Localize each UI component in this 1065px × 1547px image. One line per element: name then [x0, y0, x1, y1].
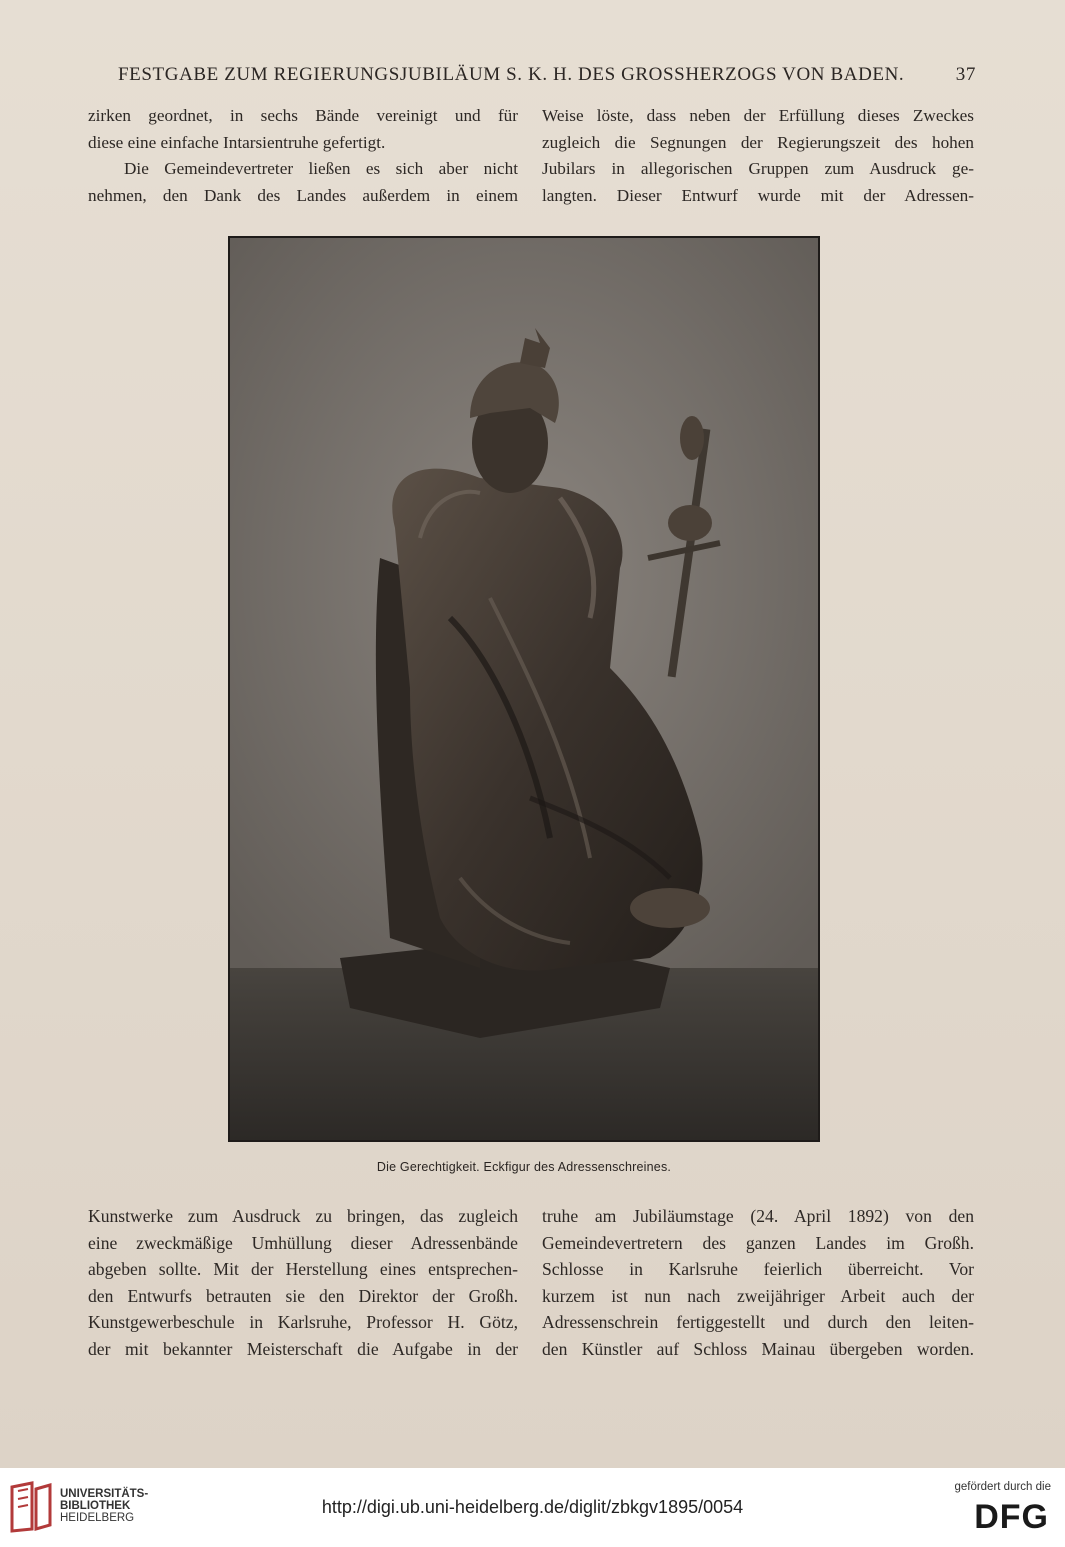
text-line: truhe am Jubiläumstage (24. April 1892) von den [542, 1206, 974, 1226]
page-number: 37 [955, 64, 976, 85]
text-line: langten. Dieser Entwurf wurde mit der Adressen- [542, 185, 974, 205]
funding-label: gefördert durch die [954, 1481, 1051, 1493]
library-name-line: HEIDELBERG [60, 1512, 135, 1524]
library-name-line: BIBLIOTHEK [60, 1500, 131, 1512]
text-line: eine zweckmäßige Umhüllung dieser Adressenbände [88, 1232, 518, 1253]
text-line: den Entwurfs betrauten sie den Direktor der Großh. [88, 1285, 518, 1306]
text-line: Kunstwerke zum Ausdruck zu bringen, das zugleich [88, 1206, 518, 1226]
text-line: Schlosse in Karlsruhe feierlich überreicht. Vor [542, 1259, 974, 1279]
figure-caption: Die Gerechtigkeit. Eckfigur des Adressenschreines. [376, 1160, 672, 1174]
text-line: zirken geordnet, in sechs Bände vereinigt und für [88, 106, 518, 125]
text-line: Die Gemeindevertreter ließen es sich aber nicht [124, 159, 518, 178]
text-line: Jubilars in allegorischen Gruppen zum Ausdruck ge- [542, 159, 974, 178]
text-line: den Künstler auf Schloss Mainau übergeben worden. [542, 1338, 974, 1359]
text-line: kurzem ist nun nach zweijähriger Arbeit auch der [542, 1285, 974, 1306]
bottom-left-column [88, 1203, 518, 1362]
statue-photograph [228, 236, 820, 1142]
top-right-column [542, 103, 974, 209]
text-line: Gemeindevertretern des ganzen Landes im Großh. [542, 1232, 974, 1253]
dfg-logo: DFG [974, 1498, 1049, 1536]
text-line: der mit bekannter Meisterschaft die Aufgabe in der [88, 1338, 518, 1359]
running-title: FESTGABE ZUM REGIERUNGSJUBILÄUM S. K. H. DES GROSSHERZOGS VON BADEN. [118, 64, 905, 85]
justitia-statue-image [230, 238, 818, 1140]
text-line: abgeben sollte. Mit der Herstellung eines entsprechen- [88, 1259, 518, 1279]
top-left-column [88, 103, 518, 209]
text-line: Weise löste, dass neben der Erfüllung dieses Zweckes [542, 106, 974, 125]
text-line: Adressenschrein fertiggestellt und durch den leiten- [542, 1312, 974, 1332]
text-line: Kunstgewerbeschule in Karlsruhe, Professor H. Götz, [88, 1312, 518, 1332]
text-line: diese eine einfache Intarsientruhe gefertigt. [88, 132, 386, 152]
viewer-footer [0, 1468, 1065, 1547]
library-name-line: UNIVERSITÄTS- [60, 1488, 149, 1500]
permalink-url[interactable]: http://digi.ub.uni-heidelberg.de/diglit/zbkgv1895/0054 [321, 1497, 744, 1517]
text-line: zugleich die Segnungen der Regierungszeit des hohen [542, 132, 974, 152]
bottom-right-column [542, 1203, 974, 1362]
text-line: nehmen, den Dank des Landes außerdem in einem [88, 185, 518, 205]
